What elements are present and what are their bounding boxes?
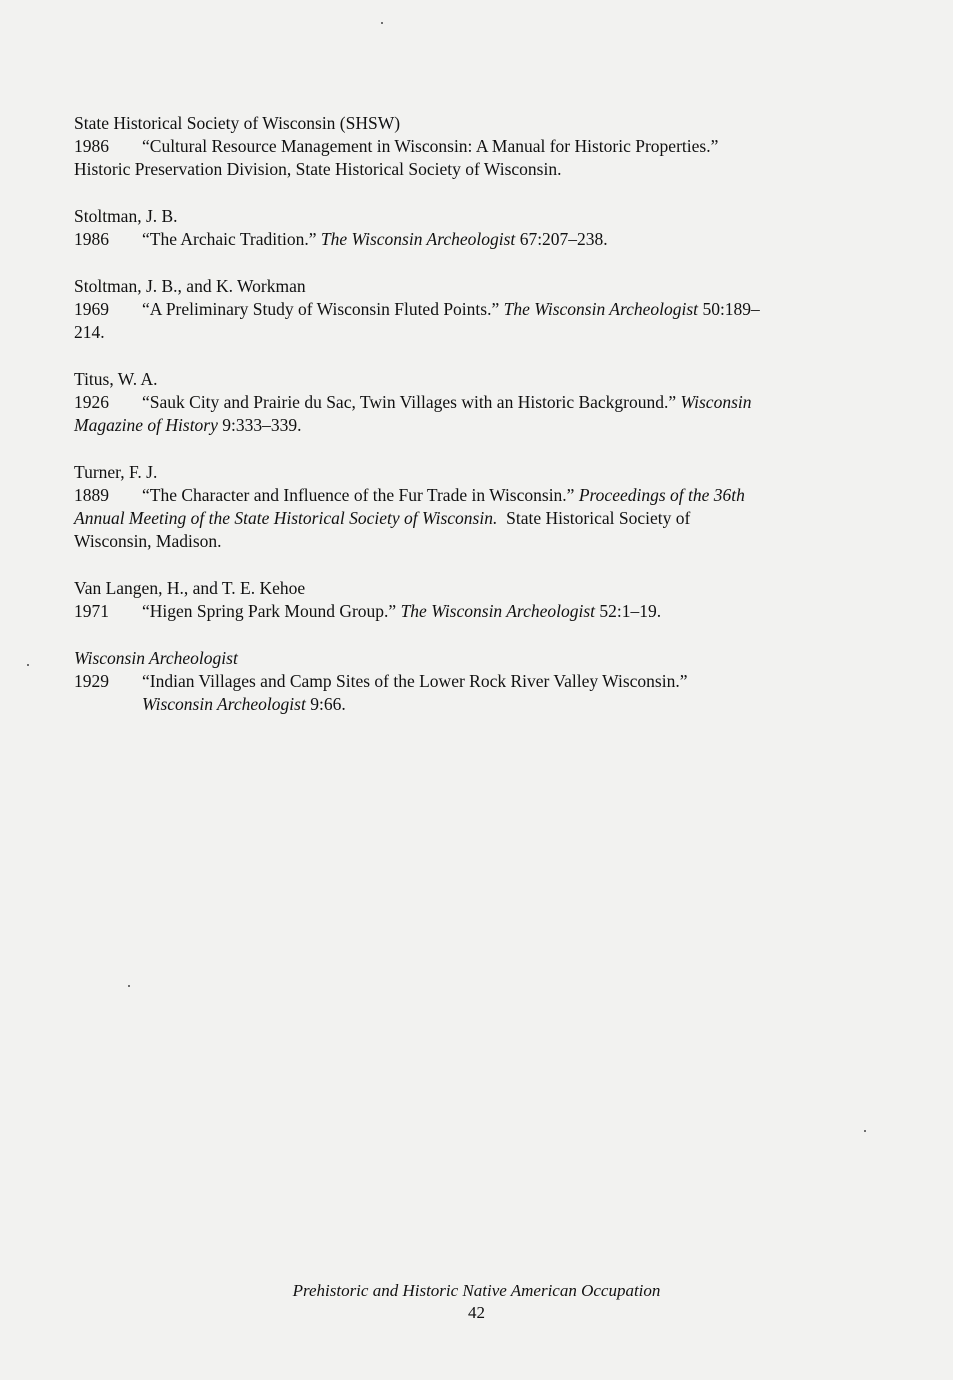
page-number: 42 <box>468 1303 485 1322</box>
reference-publisher-continued: Wisconsin, Madison. <box>74 531 222 551</box>
reference-year: 1971 <box>74 601 109 621</box>
reference-pages-continued: 214. <box>74 322 105 342</box>
reference-pages: 9:333–339. <box>222 415 302 435</box>
reference-journal: The Wisconsin Archeologist <box>503 299 699 319</box>
footer-title: Prehistoric and Historic Native American Occupation <box>292 1281 661 1300</box>
reference-journal: Proceedings of the 36th <box>578 485 745 505</box>
scan-speck <box>381 22 383 24</box>
reference-title: “The Character and Influence of the Fur Trade in Wisconsin.” <box>142 485 575 505</box>
reference-author: Stoltman, J. B. <box>74 206 178 226</box>
reference-title: “Indian Villages and Camp Sites of the Lower Rock River Valley Wisconsin.” <box>142 671 688 691</box>
reference-year: 1889 <box>74 485 109 505</box>
reference-title: “Cultural Resource Management in Wisconsin: A Manual for Historic Properties.” <box>142 136 719 156</box>
reference-author: Turner, F. J. <box>74 462 158 482</box>
reference-year: 1986 <box>74 136 109 156</box>
reference-journal: Wisconsin <box>680 392 752 412</box>
scan-speck <box>864 1130 866 1132</box>
reference-year: 1969 <box>74 299 109 319</box>
reference-year: 1929 <box>74 671 109 691</box>
reference-publisher: State Historical Society of <box>506 508 691 528</box>
refs-list <box>74 112 874 740</box>
reference-publisher: Historic Preservation Division, State Historical Society of Wisconsin. <box>74 159 562 179</box>
reference-author: Wisconsin Archeologist <box>74 648 238 668</box>
scan-speck <box>27 664 29 666</box>
reference-author: Titus, W. A. <box>74 369 158 389</box>
reference-year: 1986 <box>74 229 109 249</box>
reference-author: State Historical Society of Wisconsin (SHSW) <box>74 113 401 133</box>
reference-pages: 67:207–238. <box>519 229 608 249</box>
reference-journal: The Wisconsin Archeologist <box>320 229 516 249</box>
reference-author: Stoltman, J. B., and K. Workman <box>74 276 306 296</box>
reference-author: Van Langen, H., and T. E. Kehoe <box>74 578 306 598</box>
reference-journal: The Wisconsin Archeologist <box>400 601 596 621</box>
reference-title: “A Preliminary Study of Wisconsin Fluted Points.” <box>142 299 500 319</box>
page-footer <box>0 1280 953 1324</box>
reference-entry <box>74 275 874 344</box>
scan-speck <box>128 985 130 987</box>
reference-title: “Higen Spring Park Mound Group.” <box>142 601 397 621</box>
reference-entry <box>74 461 874 553</box>
reference-entry <box>74 577 874 623</box>
reference-entry <box>74 368 874 437</box>
reference-journal-continued: Annual Meeting of the State Historical Society of Wisconsin. <box>74 508 498 528</box>
reference-journal-continued: Magazine of History <box>74 415 218 435</box>
reference-title: “The Archaic Tradition.” <box>142 229 317 249</box>
reference-pages: 52:1–19. <box>599 601 662 621</box>
reference-entry <box>74 205 874 251</box>
reference-title: “Sauk City and Prairie du Sac, Twin Villages with an Historic Background.” <box>142 392 677 412</box>
reference-journal: Wisconsin Archeologist <box>142 694 306 714</box>
reference-pages: 50:189– <box>702 299 760 319</box>
reference-entry <box>74 647 874 716</box>
reference-pages: 9:66. <box>310 694 346 714</box>
reference-entry <box>74 112 874 181</box>
reference-year: 1926 <box>74 392 109 412</box>
